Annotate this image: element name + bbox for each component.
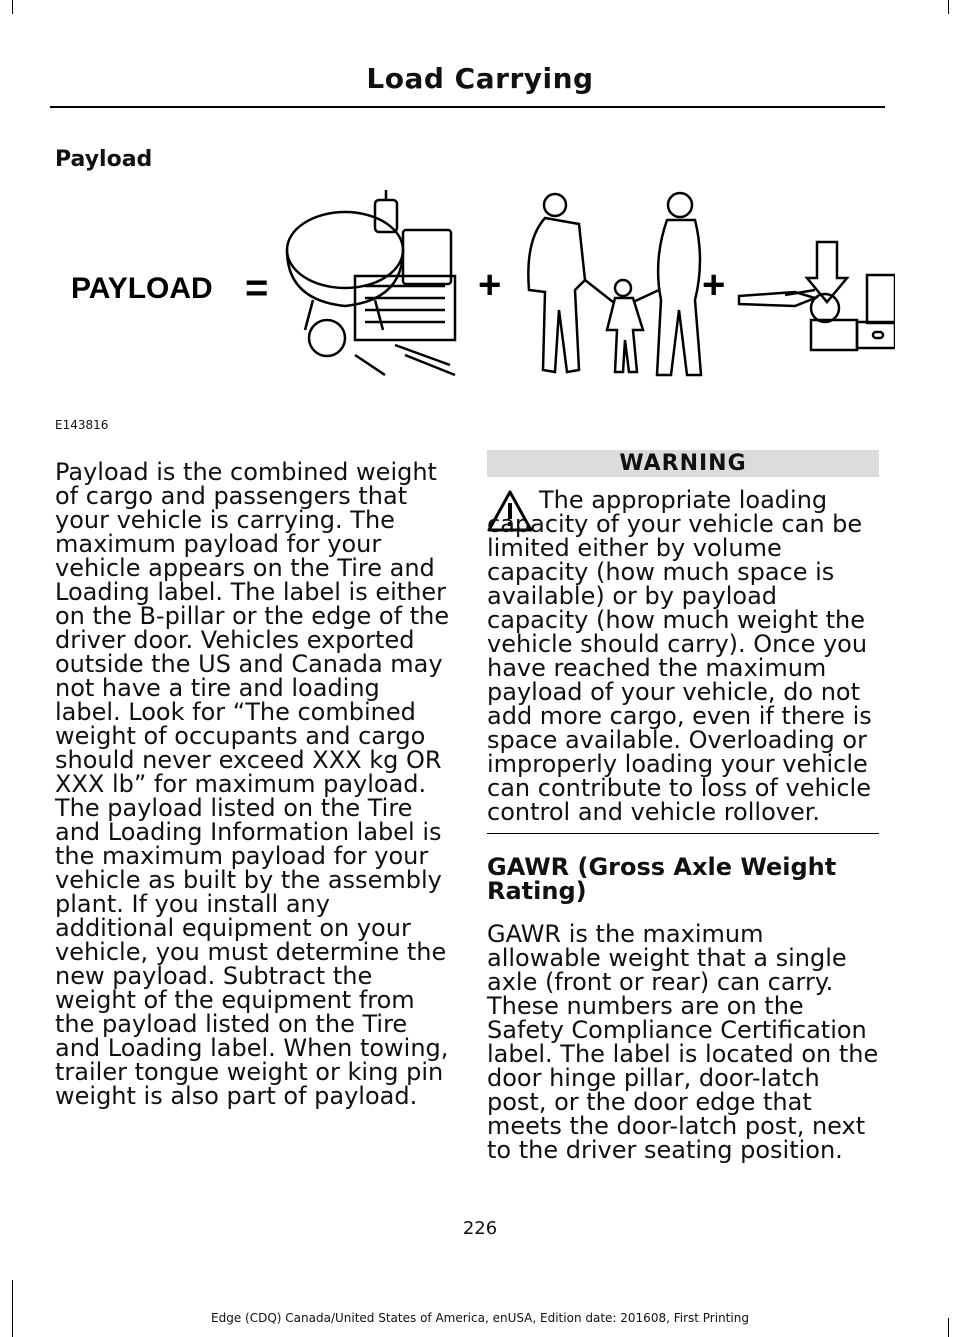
gawr-description: GAWR is the maximum allowable weight that a single axle (front or rear) can carry. These numbers are on the Safety Compliance Certification label. The label is located on the door hinge pillar, door-latch post, or the door edge that meets the door-latch post, next to the driver seating position. <box>487 920 879 1164</box>
payload-label: PAYLOAD <box>71 272 213 305</box>
crop-mark-bottom-left <box>12 1280 13 1337</box>
warning-title: WARNING <box>487 450 879 477</box>
warning-divider <box>487 833 879 834</box>
payload-illustration <box>55 180 895 390</box>
passengers-icon <box>528 193 701 375</box>
plus-sign-1: + <box>478 263 502 307</box>
crop-mark-top-left <box>12 0 13 14</box>
figure-id: E143816 <box>55 418 109 432</box>
payload-figure <box>55 180 895 390</box>
gawr-heading: GAWR (Gross Axle Weight Rating) <box>487 853 837 905</box>
trailer-hitch-icon <box>739 242 895 350</box>
plus-sign-2: + <box>702 263 726 307</box>
header-rule <box>50 106 885 108</box>
warning-text: The appropriate loading capacity of your vehicle can be limited either by volume capacity (how much space is available) or by payload capacity (how much weight the vehicle should carry). Once you have reached the maximum payload of your vehicle, do not add more cargo, even if there is space available. Overloading or improperly loading your vehicle can contribute to loss of vehicle control and vehicle rollover. <box>487 486 872 826</box>
cargo-icon <box>287 190 455 375</box>
page-number: 226 <box>462 1218 498 1239</box>
payload-description: Payload is the combined weight of cargo and passengers that your vehicle is carrying. The maximum payload for your vehicle appears on the Tire and Loading label. The label is either on the B-pillar or the edge of the driver door. Vehicles exported outside the US and Canada may not have a tire and loading label. Look for “The combined weight of occupants and cargo should never exceed XXX kg OR XXX lb” for maximum payload. The payload listed on the Tire and Loading Information label is the maximum payload for your vehicle as built by the assembly plant. If you install any additional equipment on your vehicle, you must determine the new payload. Subtract the weight of the equipment from the payload listed on the Tire and Loading label. When towing, trailer tongue weight or king pin weight is also part of payload. <box>55 458 450 1110</box>
section-heading: Payload <box>55 147 153 172</box>
chapter-title: Load Carrying <box>366 62 594 95</box>
equals-sign: = <box>245 266 269 310</box>
crop-mark-top-right <box>948 0 949 14</box>
footer-edition: Edge (CDQ) Canada/United States of America, enUSA, Edition date: 201608, First Printing <box>211 1311 749 1325</box>
